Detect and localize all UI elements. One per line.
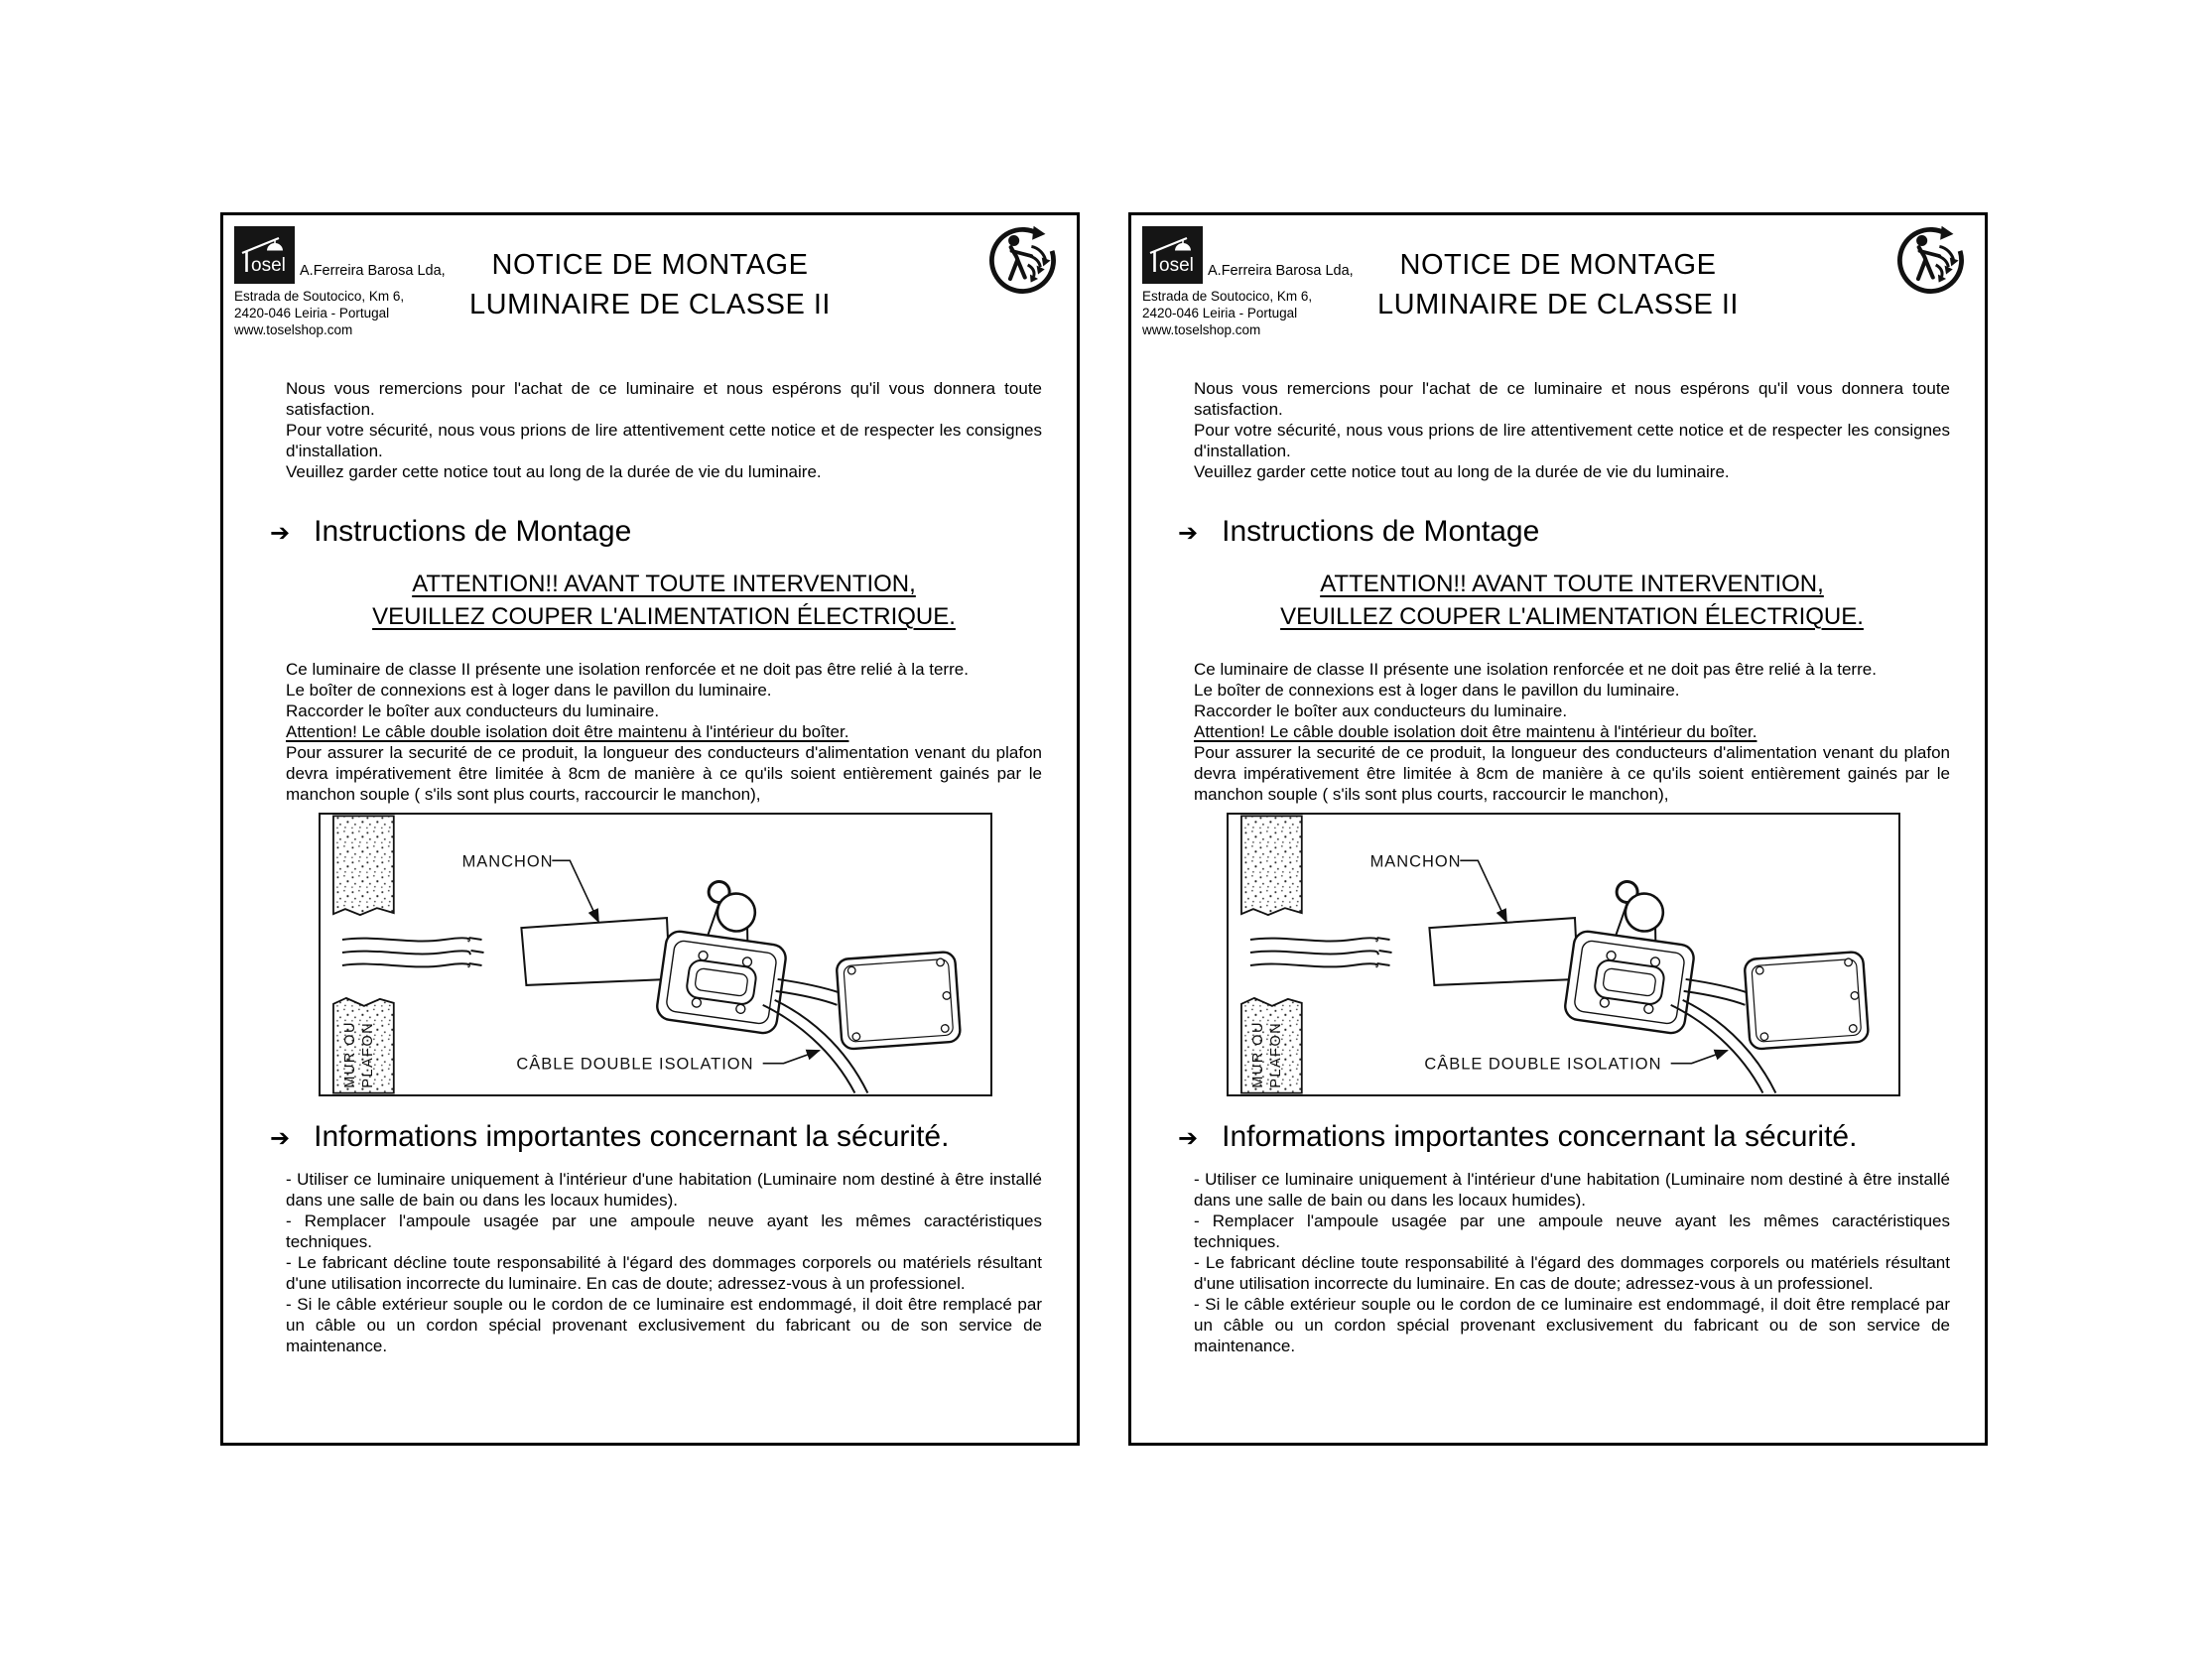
class2-note-1: Ce luminaire de classe II présente une isolation renforcée et ne doit pas être relié à la terre.	[286, 660, 969, 679]
page-title	[1131, 245, 1985, 324]
company-address-line1: Estrada de Soutocico, Km 6,	[234, 289, 405, 304]
safety-item: - Remplacer l'ampoule usagée par une ampoule neuve ayant les mêmes caractéristiques techniques.	[1194, 1212, 1950, 1251]
supply-wires	[1250, 938, 1392, 966]
power-warning	[1194, 568, 1950, 633]
wall-section-top	[333, 816, 394, 915]
wall-section-top	[1241, 816, 1302, 915]
wall-label-line1: MUR OU	[341, 1021, 358, 1088]
safety-item: - Si le câble extérieur souple ou le cordon de ce luminaire est endommagé, il doit être remplacé par un câble ou un cordon spécial provenant exclusivement du fabricant ou de son service de maintenance.	[286, 1295, 1042, 1355]
cable-label: CÂBLE DOUBLE ISOLATION	[516, 1055, 754, 1074]
arrow-bullet-icon: ➔	[1178, 520, 1199, 547]
cable-pointer-arrow	[763, 1051, 820, 1064]
safety-item: - Remplacer l'ampoule usagée par une ampoule neuve ayant les mêmes caractéristiques techniques.	[286, 1212, 1042, 1251]
logo-text: osel	[251, 255, 286, 276]
class2-note-1: Ce luminaire de classe II présente une isolation renforcée et ne doit pas être relié à la terre.	[1194, 660, 1877, 679]
manchon-label: MANCHON	[461, 852, 554, 871]
installation-diagram	[319, 813, 992, 1096]
triman-recycling-icon	[987, 221, 1061, 297]
intro-paragraph-3: Veuillez garder cette notice tout au long de la durée de vie du luminaire.	[1194, 462, 1730, 481]
page-header	[1131, 215, 1985, 354]
power-warning-line1: ATTENTION!! AVANT TOUTE INTERVENTION,	[412, 571, 916, 597]
class2-note-2: Le boîter de connexions est à loger dans le pavillon du luminaire.	[1194, 681, 1680, 700]
page-header	[223, 215, 1077, 354]
triman-recycling-icon	[1895, 221, 1969, 297]
safety-heading-text: Informations importantes concernant la sécurité.	[314, 1120, 950, 1153]
page-title-line1: NOTICE DE MONTAGE	[491, 249, 809, 281]
company-address-line1: Estrada de Soutocico, Km 6,	[1142, 289, 1313, 304]
power-warning-line2: VEUILLEZ COUPER L'ALIMENTATION ÉLECTRIQUE.	[372, 603, 956, 630]
page-title-line2: LUMINAIRE DE CLASSE II	[469, 289, 831, 320]
company-website: www.toselshop.com	[234, 322, 353, 337]
wall-label-line1: MUR OU	[1249, 1021, 1266, 1088]
montage-section-heading	[270, 512, 1042, 552]
safety-section-heading	[270, 1117, 1042, 1157]
manchon-pointer-arrow	[552, 860, 598, 922]
page-title-line1: NOTICE DE MONTAGE	[1399, 249, 1717, 281]
manchon-label: MANCHON	[1369, 852, 1462, 871]
installation-diagram	[1227, 813, 1900, 1096]
notice-page-left	[220, 212, 1080, 1446]
safety-heading-text: Informations importantes concernant la sécurité.	[1222, 1120, 1858, 1153]
wall-label-line2: PLAFON	[359, 1021, 376, 1088]
cover-plate	[836, 952, 961, 1050]
class2-note-3: Raccorder le boîter aux conducteurs du luminaire.	[286, 701, 660, 720]
intro-paragraph-2: Pour votre sécurité, nous vous prions de lire attentivement cette notice et de respecter les consignes d'installation.	[1194, 421, 1950, 460]
montage-section-heading	[1178, 512, 1950, 552]
safety-item: - Utiliser ce luminaire uniquement à l'intérieur d'une habitation (Luminaire nom destiné à être installé dans une salle de bain ou dans les locaux humides).	[1194, 1170, 1950, 1210]
supply-wires	[342, 938, 484, 966]
montage-heading-text: Instructions de Montage	[1222, 515, 1540, 548]
conductor-length-note: Pour assurer la securité de ce produit, la longueur des conducteurs d'alimentation venant du plafon devra impérativement être limitée à 8cm de manière à ce qu'ils soient entièrement gainés par le manchon souple ( s'ils sont plus courts, raccourcir le manchon),	[286, 743, 1042, 804]
intro-paragraph-2: Pour votre sécurité, nous vous prions de lire attentivement cette notice et de respecter les consignes d'installation.	[286, 421, 1042, 460]
intro-paragraphs	[1194, 378, 1950, 482]
safety-item: - Utiliser ce luminaire uniquement à l'intérieur d'une habitation (Luminaire nom destiné à être installé dans une salle de bain ou dans les locaux humides).	[286, 1170, 1042, 1210]
cable-pointer-arrow	[1671, 1051, 1728, 1064]
safety-item: - Si le câble extérieur souple ou le cordon de ce luminaire est endommagé, il doit être remplacé par un câble ou un cordon spécial provenant exclusivement du fabricant ou de son service de maintenance.	[1194, 1295, 1950, 1355]
page-title-line2: LUMINAIRE DE CLASSE II	[1377, 289, 1739, 320]
manchon-pointer-arrow	[1460, 860, 1506, 922]
power-warning-line2: VEUILLEZ COUPER L'ALIMENTATION ÉLECTRIQUE.	[1280, 603, 1864, 630]
class2-notes	[286, 659, 1042, 721]
manchon-sleeve	[1429, 918, 1578, 985]
arrow-bullet-icon: ➔	[1178, 1125, 1199, 1152]
company-website: www.toselshop.com	[1142, 322, 1261, 337]
power-warning-line1: ATTENTION!! AVANT TOUTE INTERVENTION,	[1320, 571, 1824, 597]
arrow-bullet-icon: ➔	[270, 1125, 291, 1152]
wall-label-line2: PLAFON	[1267, 1021, 1284, 1088]
cable-attention-note: Attention! Le câble double isolation doit être maintenu à l'intérieur du boîter.	[286, 722, 849, 741]
class2-note-3: Raccorder le boîter aux conducteurs du luminaire.	[1194, 701, 1568, 720]
company-address-line2: 2420-046 Leiria - Portugal	[1142, 306, 1298, 320]
safety-item: - Le fabricant décline toute responsabilité à l'égard des dommages corporels ou matériels résultant d'une utilisation incorrecte du luminaire. En cas de doute; adressez-vous à un professionel.	[286, 1253, 1042, 1293]
arrow-bullet-icon: ➔	[270, 520, 291, 547]
page-body	[1131, 378, 1985, 1356]
class2-notes	[1194, 659, 1950, 721]
intro-paragraph-3: Veuillez garder cette notice tout au long de la durée de vie du luminaire.	[286, 462, 822, 481]
conductor-length-note: Pour assurer la securité de ce produit, la longueur des conducteurs d'alimentation venant du plafon devra impérativement être limitée à 8cm de manière à ce qu'ils soient entièrement gainés par le manchon souple ( s'ils sont plus courts, raccourcir le manchon),	[1194, 743, 1950, 804]
logo-text: osel	[1159, 255, 1194, 276]
page-title	[223, 245, 1077, 324]
intro-paragraph-1: Nous vous remercions pour l'achat de ce luminaire et nous espérons qu'il vous donnera toute satisfaction.	[286, 379, 1042, 419]
power-warning	[286, 568, 1042, 633]
notice-page-right	[1128, 212, 1988, 1446]
installation-figure	[1227, 813, 1900, 1096]
company-name: A.Ferreira Barosa Lda,	[300, 263, 446, 279]
class2-note-2: Le boîter de connexions est à loger dans le pavillon du luminaire.	[286, 681, 772, 700]
intro-paragraph-1: Nous vous remercions pour l'achat de ce luminaire et nous espérons qu'il vous donnera toute satisfaction.	[1194, 379, 1950, 419]
company-address-line2: 2420-046 Leiria - Portugal	[234, 306, 390, 320]
safety-item: - Le fabricant décline toute responsabilité à l'égard des dommages corporels ou matériels résultant d'une utilisation incorrecte du luminaire. En cas de doute; adressez-vous à un professionel.	[1194, 1253, 1950, 1293]
cable-label: CÂBLE DOUBLE ISOLATION	[1424, 1055, 1662, 1074]
page-body	[223, 378, 1077, 1356]
safety-items	[1194, 1169, 1950, 1356]
cable-attention-note: Attention! Le câble double isolation doit être maintenu à l'intérieur du boîter.	[1194, 722, 1757, 741]
safety-items	[286, 1169, 1042, 1356]
cover-plate	[1744, 952, 1869, 1050]
installation-figure	[319, 813, 992, 1096]
safety-section-heading	[1178, 1117, 1950, 1157]
manchon-sleeve	[521, 918, 670, 985]
intro-paragraphs	[286, 378, 1042, 482]
montage-heading-text: Instructions de Montage	[314, 515, 632, 548]
company-name: A.Ferreira Barosa Lda,	[1208, 263, 1354, 279]
